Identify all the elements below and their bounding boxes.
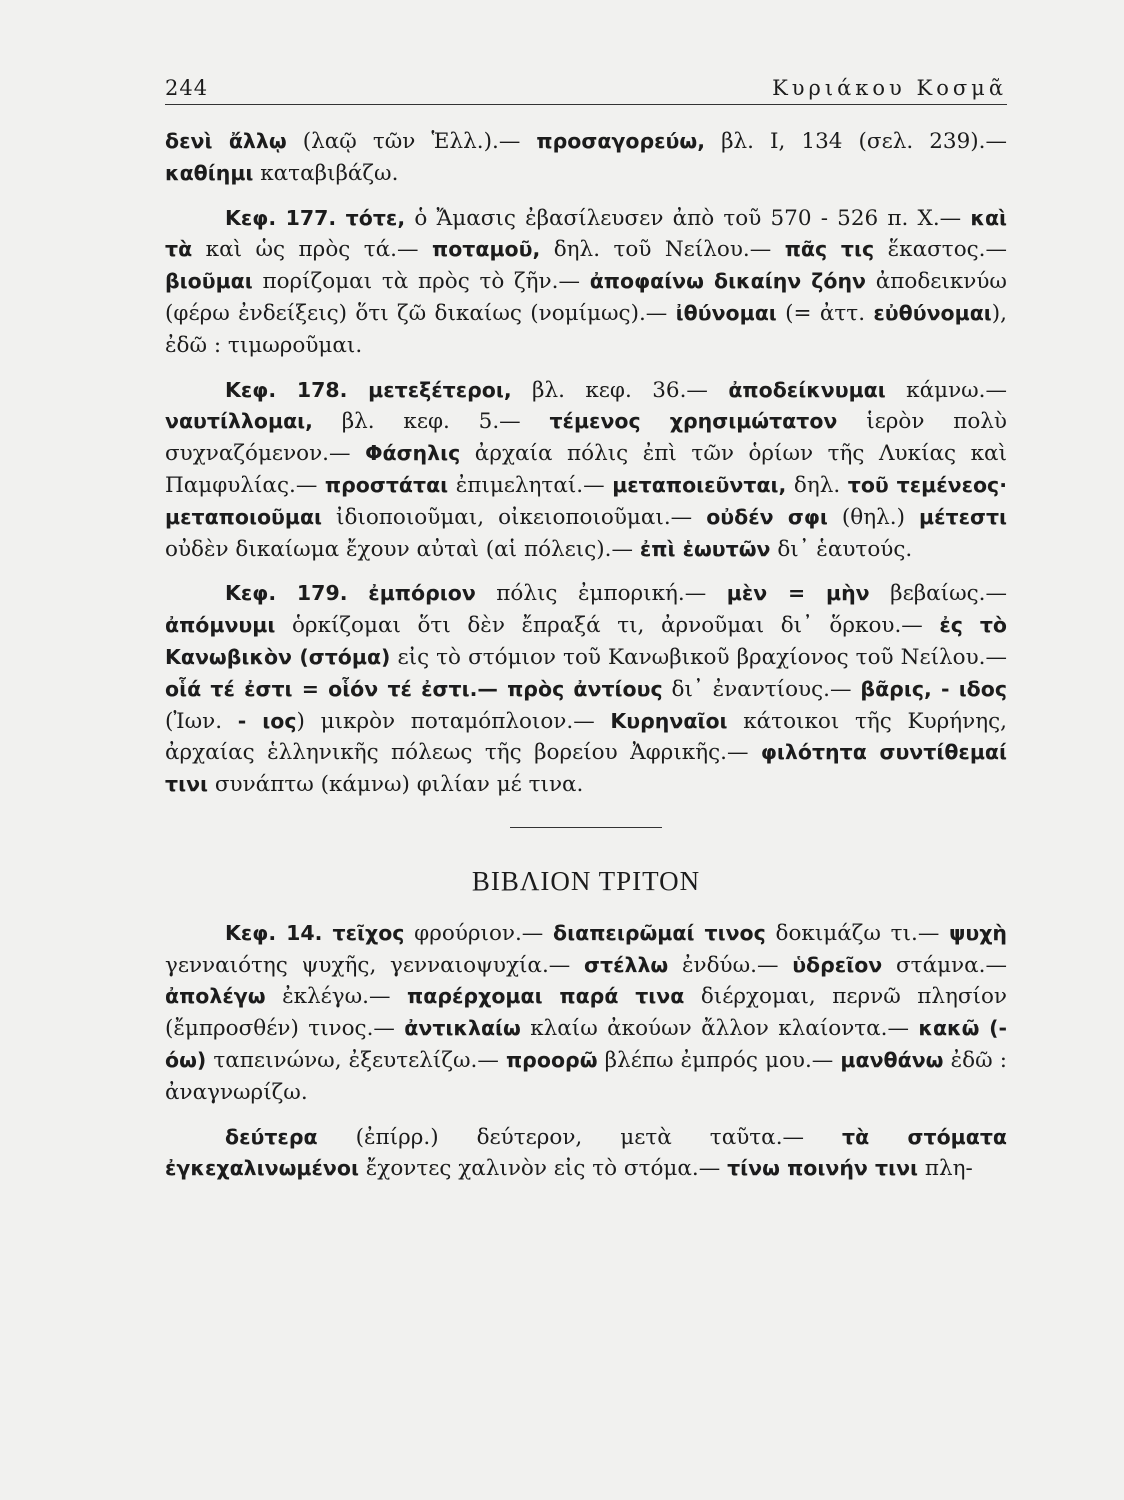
paragraph-ch177: Κεφ. 177. τότε, ὁ Ἄμασις ἐβασίλευσεν ἀπὸ τοῦ 570 - 526 π. Χ.— καὶ τὰ καὶ ὡς πρὸς τά.— ποταμοῦ, δηλ. τοῦ Νείλου.— πᾶς τις ἕκαστος.— βιοῦμαι πορίζομαι τὰ πρὸς τὸ ζῆν.— ἀποφαίνω δικαίην ζόην ἀποδεικνύω (φέρω ἐνδείξεις) ὅτι ζῶ δικαίως (νομίμως).— ἰθύνομαι (= ἀττ. εὐθύνομαι), ἐδῶ : τιμωροῦμαι.	[165, 205, 1008, 358]
paragraph-ch179: Κεφ. 179. ἐμπόριον πόλις ἐμπορική.— μὲν = μὴν βεβαίως.— ἀπόμνυμι ὁρκίζομαι ὅτι δὲν ἔπραξά τι, ἀρνοῦμαι δι᾽ ὅρκου.— ἐς τὸ Κανωβικὸν (στόμα) εἰς τὸ στόμιον τοῦ Κανωβικοῦ βραχίονος τοῦ Νείλου.— οἷά τέ ἐστι = οἷόν τέ ἐστι.— πρὸς ἀντίους δι᾽ ἐναντίους.— βᾶρις, - ιδος (Ἰων. - ιος) μικρὸν ποταμόπλοιον.— Κυρηναῖοι κάτοικοι τῆς Κυρήνης, ἀρχαίας ἑλληνικῆς πόλεως τῆς βορείου Ἀφρικῆς.— φιλότητα συντίθεμαί τινι συνάπτω (κάμνω) φιλίαν μέ τινα.	[165, 581, 1008, 798]
paragraph-1: δενὶ ἄλλῳ (λαῷ τῶν Ἑλλ.).— προσαγορεύω, βλ. Ι, 134 (σελ. 239).— καθίημι καταβιβάζω.	[165, 129, 1007, 186]
page-number: 244	[165, 76, 209, 100]
page-body	[165, 126, 1007, 1198]
section-divider	[510, 827, 662, 828]
paragraph-ch178: Κεφ. 178. μετεξέτεροι, βλ. κεφ. 36.— ἀποδείκνυμαι κάμνω.— ναυτίλλομαι, βλ. κεφ. 5.— τέμενος χρησιμώτατον ἱερὸν πολὺ συχναζόμενον.— Φάσηλις ἀρχαία πόλις ἐπὶ τῶν ὁρίων τῆς Λυκίας καὶ Παμφυλίας.— προστάται ἐπιμεληταί.— μεταποιεῦνται, δηλ. τοῦ τεμένεος· μεταποιοῦμαι ἰδιοποιοῦμαι, οἰκειοποιοῦμαι.— οὐδέν σφι (θηλ.) μέτεστι οὐδὲν δικαίωμα ἔχουν αὐταὶ (αἱ πόλεις).— ἐπὶ ἑωυτῶν δι᾽ ἑαυτούς.	[165, 377, 1008, 562]
running-title: Κυριάκου Κοσμᾶ	[772, 76, 1007, 100]
running-header	[165, 72, 1007, 105]
book-title: ΒΙΒΛΙΟΝ ΤΡΙΤΟΝ	[471, 865, 701, 896]
paragraph-ch14-continued: δεύτερα (ἐπίρρ.) δεύτερον, μετὰ ταῦτα.— τὰ στόματα ἐγκεχαλινωμένοι ἔχοντες χαλινὸν εἰς τὸ στόμα.— τίνω ποινήν τινι πλη-	[165, 1124, 1007, 1182]
paragraph-ch14: Κεφ. 14. τεῖχος φρούριον.— διαπειρῶμαί τινος δοκιμάζω τι.— ψυχὴ γενναιότης ψυχῆς, γενναιοψυχία.— στέλλω ἐνδύω.— ὑδρεῖον στάμνα.— ἀπολέγω ἐκλέγω.— παρέρχομαι παρά τινα διέρχομαι, περνῶ πλησίον (ἔμπροσθέν) τινος.— ἀντικλαίω κλαίω ἀκούων ἄλλον κλαίοντα.— κακῶ (- όω) ταπεινώνω, ἐξευτελίζω.— προορῶ βλέπω ἐμπρός μου.— μανθάνω ἐδῶ : ἀναγνωρίζω.	[165, 920, 1008, 1105]
